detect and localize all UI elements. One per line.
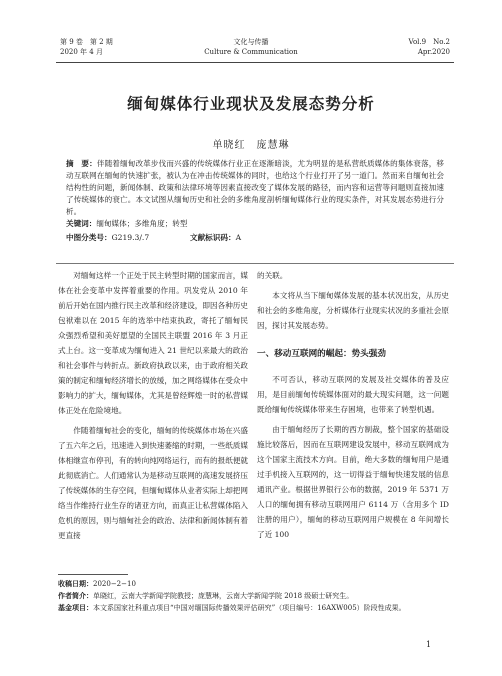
document-code-label: 文献标识码： xyxy=(190,233,236,242)
issue-line2: 2020 年 4 月 xyxy=(60,48,103,56)
abstract-text: 伴随着缅甸改革步伐而兴盛的传统媒体行业正在逐渐暗淡，尤为明显的是私营纸质媒体的集体衰落，移动互联网在缅甸的快速扩张，被认为在冲击传统媒体的同时，也给这个行业打开了另一道门。然而来自缅甸社会结构性的问题，新闻体制、政策和法律环境等因素直接改变了媒体发展的路径，而内容和运营等问题则直接加速了传统媒体的衰亡。本文试图从缅甸历史和社会的多维角度剖析缅甸媒体行业的现实条件，对其发展态势进行分析。 xyxy=(66,159,445,216)
footnote-rule xyxy=(58,574,128,575)
paper-title: 缅甸媒体行业现状及发展态势分析 xyxy=(127,94,375,113)
keywords-label: 关键词： xyxy=(66,219,97,228)
abstract-rule xyxy=(56,263,454,264)
keywords-text: 缅甸媒体；多维角度；转型 xyxy=(96,219,188,228)
classification-label: 中图分类号： xyxy=(66,233,112,242)
received-label: 收稿日期： xyxy=(58,579,93,588)
volume-line1: Vol.9 No.2 xyxy=(408,38,450,46)
section-heading: 一、移动互联网的崛起：势头强劲 xyxy=(257,349,386,359)
body-paragraph: 由于缅甸经历了长期的西方制裁，整个国家的基础设施比较落后，因而在互联网建设发展中，移动互联网成为这个国家主流技术方向。目前，绝大多数的缅甸用户是通过手机接入互联网的，这一切得益于缅甸快速发展的信息通讯产业。根据世界银行公布的数据，2019 年 5371 万人口的缅甸拥有移动互联网用户 6114 万（含用多个 ID 注册的用户），缅甸的移动互联网用户规模在 8 年间增长了近 100 xyxy=(257,425,449,539)
abstract-label: 摘 要： xyxy=(66,159,97,168)
body-paragraph: 的关联。 xyxy=(257,271,288,280)
author-bio-label: 作者简介： xyxy=(58,591,93,600)
volume-info xyxy=(409,37,450,57)
document-code-value: A xyxy=(235,233,242,242)
author-bio xyxy=(58,590,448,602)
body-paragraph: 本文将从当下缅甸媒体发展的基本状况出发，从历史和社会的多维角度，分析媒体行业现实状况的多重社会原因，探讨其发展态势。 xyxy=(257,291,449,330)
header-rule xyxy=(56,62,454,63)
abstract xyxy=(66,158,444,218)
document-code xyxy=(190,232,241,244)
page-number: 1 xyxy=(426,640,432,649)
received-date xyxy=(58,578,448,590)
classification-value: G219.3/.7 xyxy=(111,233,150,242)
body-column-right xyxy=(257,268,449,547)
received-value: 2020−2−10 xyxy=(93,580,136,588)
fund-label: 基金项目： xyxy=(58,603,93,612)
keywords xyxy=(66,218,188,230)
body-paragraph: 作随着缅甸社会的变化，缅甸的传统媒体市场在兴盛了五六年之后，迅速进入到快速萎缩的时期，一些纸质媒体相继宣布停刊，有的转向纯网络运行，而有的报纸便就此彻底消亡。人们通常认为是移动互联网的高速发展挤压了传统媒体的生存空间，但缅甸媒体从业者实际上却把网络当作维持行业生存的诸亚方向，而真正让私营媒体陷入危机的原因，则与缅甸社会的政治、法律和新闻体制有着更直接 xyxy=(58,426,248,540)
issue-line1: 第 9 卷 第 2 期 xyxy=(60,38,113,46)
volume-line2: Apr.2020 xyxy=(417,48,450,56)
classification-code xyxy=(66,232,149,244)
body-paragraph: 对缅甸这样一个正处于民主转型时期的国家而言，媒体在社会变革中发挥着重要的作用。巩发党从 2010 年前后开始在国内推行民主改革和经济建设，即因各种历史包袱难以在 2015 年的选举中结束执政，寄托了缅甸民众强烈希望和美好愿望的全国民主联盟 2016 年 3 月正式上台。这一变革成为缅甸进入 21 世纪以来最大的政治和社会事件与转折点。新政府执政以来，由于政府相关政策的制定和缅甸经济增长的放缓，加之网络媒体在受众中影响力的扩大，缅甸媒体，尤其是曾经辉煌一时的私营媒体正处在危险境地。 xyxy=(58,271,248,415)
fund-info xyxy=(58,602,448,614)
body-column-left xyxy=(58,268,248,548)
body-paragraph: 不可否认，移动互联网的发展及社交媒体的普及应用，是目前缅甸传统媒体面对的最大现实问题，这一问题既给缅甸传统媒体带来生存困境，也带来了转型机遇。 xyxy=(257,375,449,414)
paper-authors: 单晓红 庞慧琳 xyxy=(212,140,290,151)
journal-name-cn: 文化与传播 xyxy=(233,38,269,46)
footnotes xyxy=(58,578,448,614)
author-bio-value: 单晓红，云南大学新闻学院教授；庞慧琳，云南大学新闻学院 2018 级硕士研究生。 xyxy=(93,592,354,600)
fund-value: 本文系国家社科重点项目“中国对缅国际传播效果评估研究”（项目编号：16AXW005）阶段性成果。 xyxy=(93,604,406,612)
journal-name-en: Culture & Communication xyxy=(204,48,298,56)
